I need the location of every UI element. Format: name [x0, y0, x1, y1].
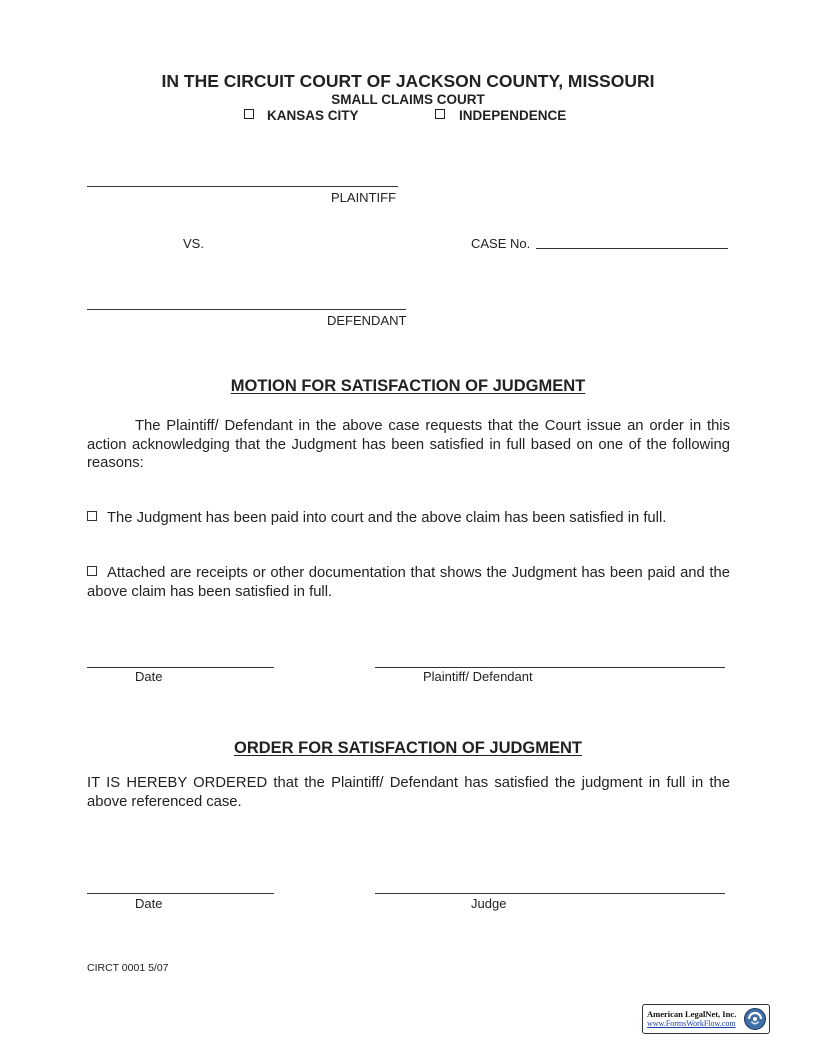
defendant-name-line[interactable] — [87, 309, 406, 310]
defendant-label: DEFENDANT — [327, 313, 407, 328]
reason-1-text: The Judgment has been paid into court and the above claim has been satisfied in full. — [107, 510, 667, 526]
reason-2-checkbox[interactable] — [87, 566, 97, 576]
vs-label: VS. — [183, 236, 204, 251]
case-no-label: CASE No. — [471, 236, 531, 251]
motion-heading: MOTION FOR SATISFACTION OF JUDGMENT — [230, 377, 586, 395]
form-id: CIRCT 0001 5/07 — [87, 962, 169, 974]
logo-company-name: American LegalNet, Inc. — [647, 1009, 737, 1019]
motion-intro-paragraph — [87, 417, 730, 473]
legalnet-logo[interactable] — [642, 1004, 770, 1034]
motion-signer-label: Plaintiff/ Defendant — [423, 669, 533, 684]
kansas-city-checkbox[interactable] — [244, 109, 254, 119]
motion-intro-text: The Plaintiff/ Defendant in the above case requests that the Court issue an order in this action acknowledging that the Judgment has been satisfied in full based on one of the following reasons: — [87, 418, 730, 471]
motion-date-line[interactable] — [87, 667, 274, 668]
kansas-city-label: KANSAS CITY — [267, 108, 359, 123]
motion-signature-line[interactable] — [375, 667, 725, 668]
court-subtitle: SMALL CLAIMS COURT — [331, 92, 485, 107]
order-date-line[interactable] — [87, 893, 274, 894]
judge-signature-line[interactable] — [375, 893, 725, 894]
judge-label: Judge — [471, 896, 507, 911]
reason-1 — [87, 509, 730, 528]
globe-icon — [743, 1007, 767, 1031]
court-title: IN THE CIRCUIT COURT OF JACKSON COUNTY, MISSOURI — [161, 71, 655, 91]
case-number-line[interactable] — [536, 248, 728, 249]
reason-1-checkbox[interactable] — [87, 511, 97, 521]
independence-label: INDEPENDENCE — [459, 108, 567, 123]
plaintiff-name-line[interactable] — [87, 186, 398, 187]
order-heading: ORDER FOR SATISFACTION OF JUDGMENT — [233, 739, 583, 757]
order-date-label: Date — [135, 896, 163, 911]
order-text: IT IS HEREBY ORDERED that the Plaintiff/ Defendant has satisfied the judgment in full in the above referenced case. — [87, 775, 730, 810]
motion-date-label: Date — [135, 669, 163, 684]
logo-url-link[interactable]: www.FormsWorkFlow.com — [647, 1019, 736, 1028]
independence-checkbox[interactable] — [435, 109, 445, 119]
reason-2 — [87, 564, 730, 601]
reason-2-text: Attached are receipts or other documentation that shows the Judgment has been paid and the above claim has been satisfied in full. — [87, 565, 730, 600]
plaintiff-label: PLAINTIFF — [331, 190, 397, 205]
